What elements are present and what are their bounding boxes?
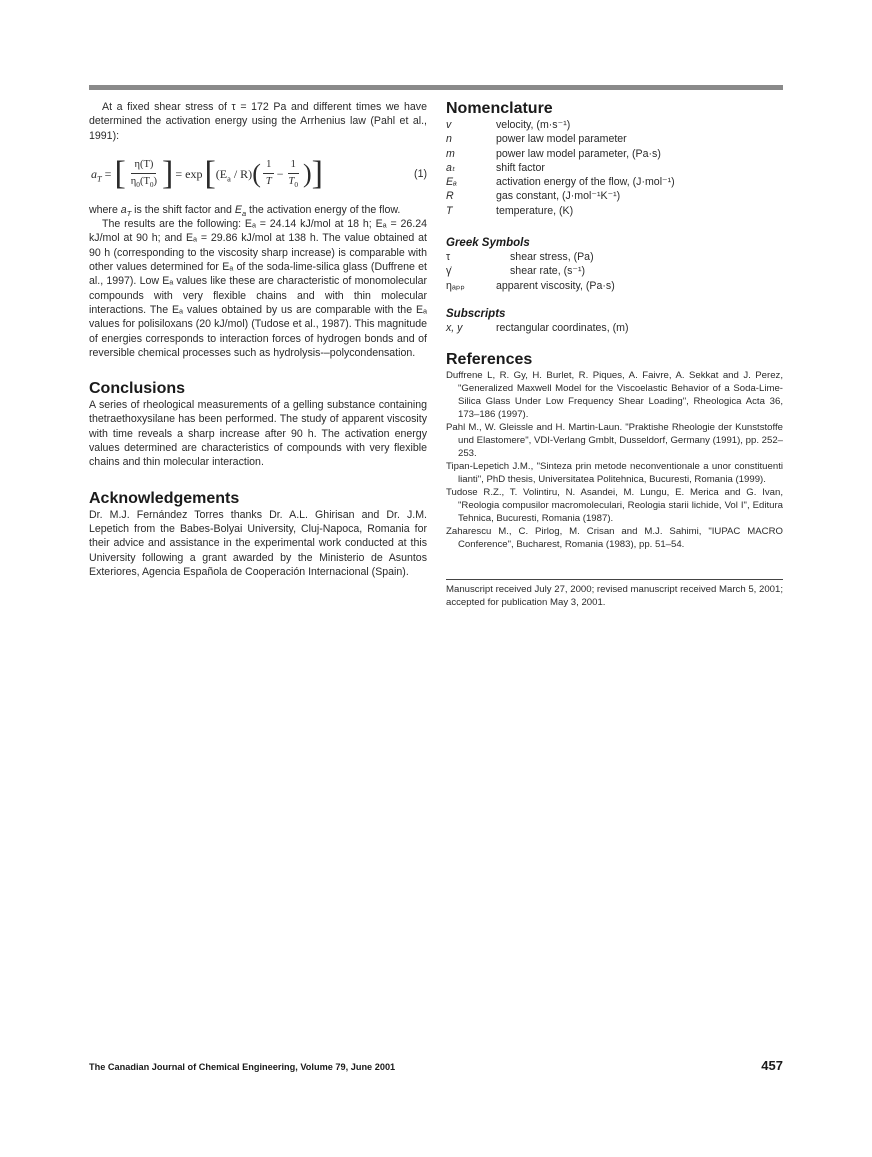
reference-item: Tudose R.Z., T. Volintiru, N. Asandei, M. Lungu, E. Merica and G. Ivan, "Reologia compusilor macromoleculari, Reologia starii lichide, Vol I", Editura Tehnica, Bucuresti, Romania (1987). [446,487,783,525]
list-item: γ̇ shear rate, (s⁻¹) [446,265,586,278]
list-item: x, y rectangular coordinates, (m) [446,321,629,334]
list-item: T temperature, (K) [446,204,574,217]
greek-list [446,250,783,293]
reference-item: Duffrene L, R. Gy, H. Burlet, R. Piques, A. Faivre, A. Sekkat and J. Perez, "Generalized Maxwell Model for the Viscoelastic Behavior of a Soda-Lime-Silica Glass Under Low Frequency Shear Loading", Rheologica Acta 36, 173–186 (1997). [446,370,783,421]
equation-number: (1) [414,167,427,180]
arrhenius-equation: $a_T$ = [ $\frac{\eta(T)}{\eta_0(T_0)}$ ] = exp [ $(E_a / R)$ ( $\frac{1}{T}$ − $\frac{1}{T_0}$ ) ] (1) [91,154,427,192]
intro-paragraph: At a fixed shear stress of τ = 172 Pa and different times we have determined the activation energy using the Arrhenius law (Pahl et al., 1991): [89,101,427,142]
manuscript-note: Manuscript received July 27, 2000; revised manuscript received March 5, 2001; accepted for publication May 3, 2001. [446,579,783,609]
subscripts-heading: Subscripts [446,307,506,320]
references-heading: References [446,351,533,369]
nomenclature-heading: Nomenclature [446,100,553,117]
acknowledgements-heading: Acknowledgements [89,489,240,507]
conclusions-text: A series of rheological measurements of a gelling substance containing thetraethoxysilane has been performed. The study of apparent viscosity with time reveals a sharp increase after 90 h. The activation energy values determined are characteristics of compounds with very flexible chains and thin molecular interaction. [89,399,427,469]
list-item: aₜ shift factor [446,161,545,174]
greek-symbols-heading: Greek Symbols [446,237,530,250]
page-number: 457 [761,1058,783,1073]
acknowledgements-text: Dr. M.J. Fernández Torres thanks Dr. A.L. Ghirisan and Dr. J.M. Lepetich from the Babes-Bolyai University, Cluj-Napoca, Romania for their advice and assistance in the experimental work conducted at this University following a grant awarded by the Ministerio de Asuntos Exteriores, Agencia Española de Cooperación Internacional (Spain). [89,508,427,578]
top-rule [89,85,783,90]
reference-item: Zaharescu M., C. Pirlog, M. Crisan and M.J. Sahimi, "IUPAC MACRO Conference", Bucharest, Romania (1983), pp. 51–54. [446,526,783,551]
eta-fraction: $\frac{\eta(T)}{\eta_0(T_0)}$ [130,159,158,190]
journal-citation: The Canadian Journal of Chemical Engineering, Volume 79, June 2001 [89,1062,396,1072]
list-item: τ shear stress, (Pa) [446,251,594,264]
references-list [446,369,783,551]
list-item: m power law model parameter, (Pa·s) [446,147,661,160]
conclusions-heading: Conclusions [89,380,186,398]
list-item: R gas constant, (J·mol⁻¹K⁻¹) [446,190,621,203]
list-item: n power law model parameter [446,133,627,146]
list-item: Eₐ activation energy of the flow, (J·mol⁻¹) [446,176,675,189]
left-column [89,100,427,579]
reference-item: Pahl M., W. Gleissle and H. Martin-Laun. "Praktishe Rheologie der Kunststoffe und Elastomere", VDI-Verlang Gmblt, Dusseldorf, Germany (1991), pp. 252–253. [446,422,783,460]
page-footer [89,1058,783,1073]
nomenclature-list [446,118,783,218]
results-paragraph: The results are the following: Eₐ = 24.14 kJ/mol at 18 h; Eₐ = 26.24 kJ/mol at 90 h; and Eₐ = 29.86 kJ/mol at 138 h. The value obtained at 90 h (corresponding to the viscosity sharp increase) is comparable with other values determined for Eₐ of the soda-lime-silica glass (Duffrene et al., 1997). Low Eₐ values like these are characteristic of monomolecular compounds with very flexible chains and with thin molecular interactions. The Eₐ values obtained by us are comparable with the Eₐ values for polisiloxans (20 kJ/mol) (Tudose et al., 1987). This magnitude of energies corresponds to interaction forces of hydrogen bonds and of reversible chemical processes such as hydrolysis-–polycondensation. [89,218,427,359]
definition-paragraph: where $a_T$ is the shift factor and $E_a$ the activation energy of the flow. [89,203,401,218]
list-item: ηₐₚₚ apparent viscosity, (Pa·s) [446,279,615,292]
right-column [446,100,783,609]
list-item: v velocity, (m·s⁻¹) [446,119,571,131]
reference-item: Tipan-Lepetich J.M., "Sinteza prin metode neconventionale a unor constituenti lianti", PhD thesis, Universitatea Politehnica, Bucuresti, Romania (1999). [446,461,783,486]
